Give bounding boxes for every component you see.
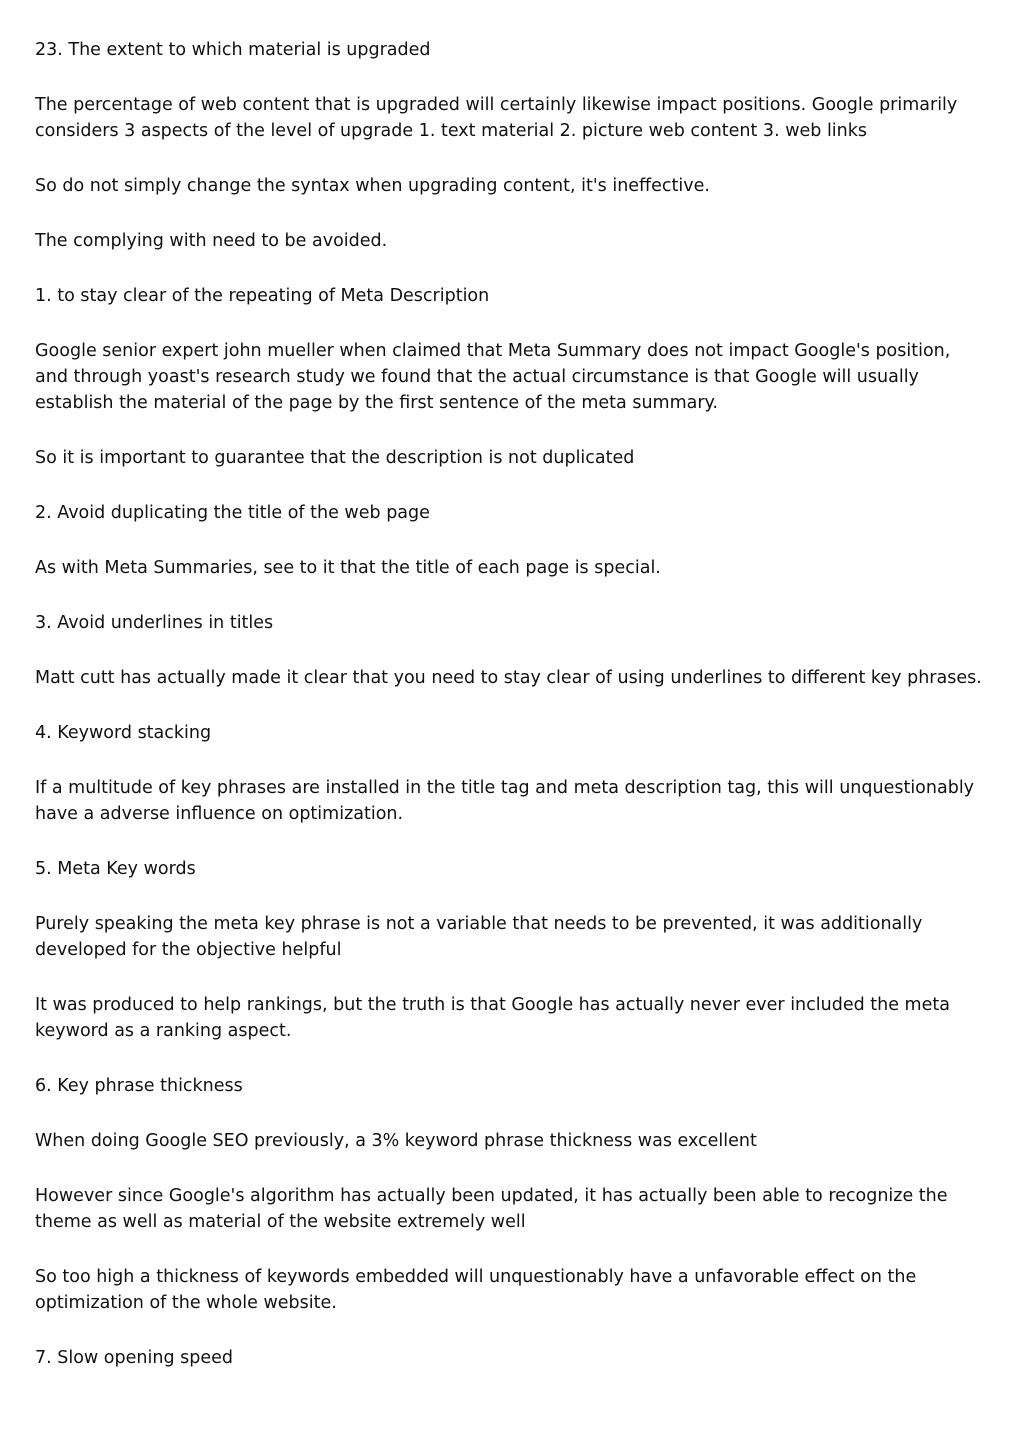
- paragraph-density-effect: So too high a thickness of keywords embedded will unquestionably have a unfavorable effect on the optimization of the whole website.: [35, 1267, 917, 1313]
- list-item-heading-7: 7. Slow opening speed: [35, 1348, 233, 1368]
- paragraph-description-unique: So it is important to guarantee that the description is not duplicated: [35, 448, 635, 468]
- paragraph-algorithm-update: However since Google's algorithm has actually been updated, it has actually been able to recognize the theme as well as material of the website extremely well: [35, 1186, 948, 1232]
- paragraph-underlines: Matt cutt has actually made it clear that you need to stay clear of using underlines to different key phrases.: [35, 668, 982, 688]
- paragraph-meta-summary: Google senior expert john mueller when claimed that Meta Summary does not impact Google's position, and through yoast's research study we found that the actual circumstance is that Google will usually establish the material of the page by the first sentence of the meta summary.: [35, 341, 951, 413]
- paragraph-keyword-density: When doing Google SEO previously, a 3% keyword phrase thickness was excellent: [35, 1131, 757, 1151]
- paragraph-keyword-stacking: If a multitude of key phrases are installed in the title tag and meta description tag, this will unquestionably have a adverse influence on optimization.: [35, 778, 975, 824]
- list-item-heading-5: 5. Meta Key words: [35, 859, 196, 879]
- paragraph-meta-keywords: Purely speaking the meta key phrase is not a variable that needs to be prevented, it was additionally developed for the objective helpful: [35, 914, 923, 960]
- list-item-heading-4: 4. Keyword stacking: [35, 723, 212, 743]
- list-item-heading-2: 2. Avoid duplicating the title of the web page: [35, 503, 430, 523]
- list-item-heading-1: 1. to stay clear of the repeating of Meta Description: [35, 286, 490, 306]
- paragraph-ranking-aspect: It was produced to help rankings, but the truth is that Google has actually never ever included the meta keyword as a ranking aspect.: [35, 995, 950, 1041]
- paragraph-upgrade-aspects: The percentage of web content that is upgraded will certainly likewise impact positions. Google primarily considers 3 aspects of the level of upgrade 1. text material 2. picture web content 3. web links: [35, 95, 958, 141]
- list-item-heading-3: 3. Avoid underlines in titles: [35, 613, 274, 633]
- paragraph-syntax-note: So do not simply change the syntax when upgrading content, it's ineffective.: [35, 176, 710, 196]
- section-heading-23: 23. The extent to which material is upgraded: [35, 40, 431, 60]
- paragraph-avoid-intro: The complying with need to be avoided.: [35, 231, 388, 251]
- list-item-heading-6: 6. Key phrase thickness: [35, 1076, 243, 1096]
- paragraph-title-unique: As with Meta Summaries, see to it that the title of each page is special.: [35, 558, 661, 578]
